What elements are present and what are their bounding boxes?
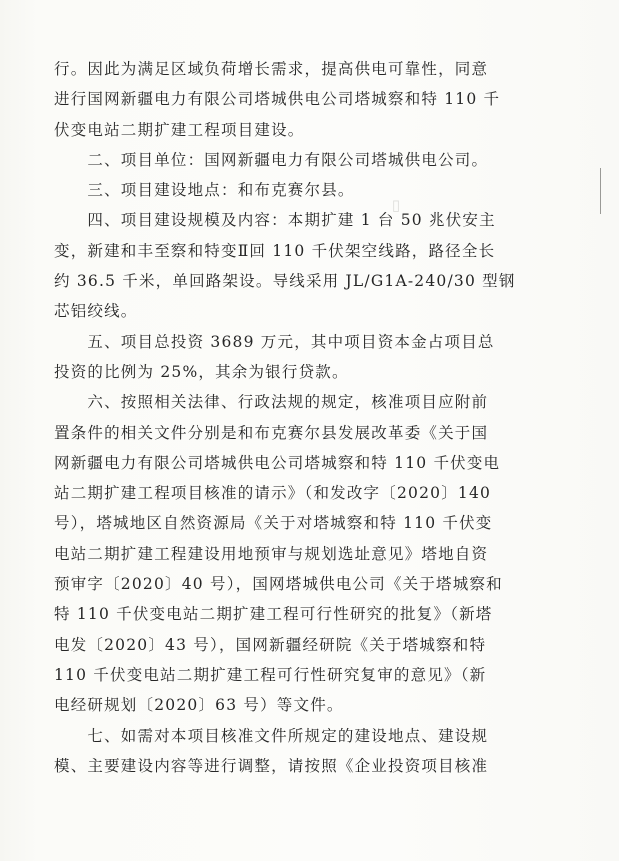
text-line: 电站二期扩建工程建设用地预审与规划选址意见》塔地自资: [54, 544, 489, 563]
text-line: 模、主要建设内容等进行调整，请按照《企业投资项目核准: [54, 756, 489, 775]
text-line: 伏变电站二期扩建工程项目建设。: [54, 120, 305, 139]
bleed-through-mark: ▯: [392, 196, 401, 214]
text-line: 号），塔城地区自然资源局《关于对塔城察和特 110 千伏变: [54, 514, 493, 533]
text-line: 行。因此为满足区域负荷增长需求，提高供电可靠性，同意: [54, 60, 489, 78]
text-line: 进行国网新疆电力有限公司塔城供电公司塔城察和特 110 千: [54, 90, 501, 109]
document-body: [54, 54, 564, 781]
text-line: 电发〔2020〕43 号），国网新疆经研院《关于塔城察和特: [54, 635, 487, 654]
text-line: 特 110 千伏变电站二期扩建工程可行性研究的批复》（新塔: [54, 605, 493, 624]
text-line: 二、项目单位：国网新疆电力有限公司塔城供电公司。: [54, 150, 489, 169]
text-line: 三、项目建设地点：和布克赛尔县。: [54, 181, 355, 200]
text-line: 预审字〔2020〕40 号），国网塔城供电公司《关于塔城察和: [54, 575, 503, 594]
text-line: 投资的比例为 25%，其余为银行贷款。: [54, 362, 349, 381]
text-line: 五、项目总投资 3689 万元，其中项目资本金占项目总: [54, 332, 495, 351]
text-line: 芯铝绞线。: [54, 302, 138, 321]
text-line: 网新疆电力有限公司塔城供电公司塔城察和特 110 千伏变电: [54, 453, 501, 472]
text-line: 电经研规划〔2020〕63 号）等文件。: [54, 696, 344, 715]
page-edge-mark: [600, 168, 601, 214]
text-line: 站二期扩建工程项目核准的请示》（和发改字〔2020〕140: [54, 484, 492, 503]
text-line: 六、按照相关法律、行政法规的规定，核准项目应附前: [54, 393, 489, 412]
text-line: 置条件的相关文件分别是和布克赛尔县发展改革委《关于国: [54, 423, 489, 442]
text-line: 约 36.5 千米，单回路架设。导线采用 JL/G1A-240/30 型钢: [54, 272, 516, 291]
text-line: 变，新建和丰至察和特变Ⅱ回 110 千伏架空线路，路径全长: [54, 241, 496, 260]
text-line: 110 千伏变电站二期扩建工程可行性研究复审的意见》（新: [54, 665, 487, 684]
text-line: 四、项目建设规模及内容：本期扩建 1 台 50 兆伏安主: [54, 211, 496, 230]
text-line: 七、如需对本项目核准文件所规定的建设地点、建设规: [54, 726, 489, 745]
